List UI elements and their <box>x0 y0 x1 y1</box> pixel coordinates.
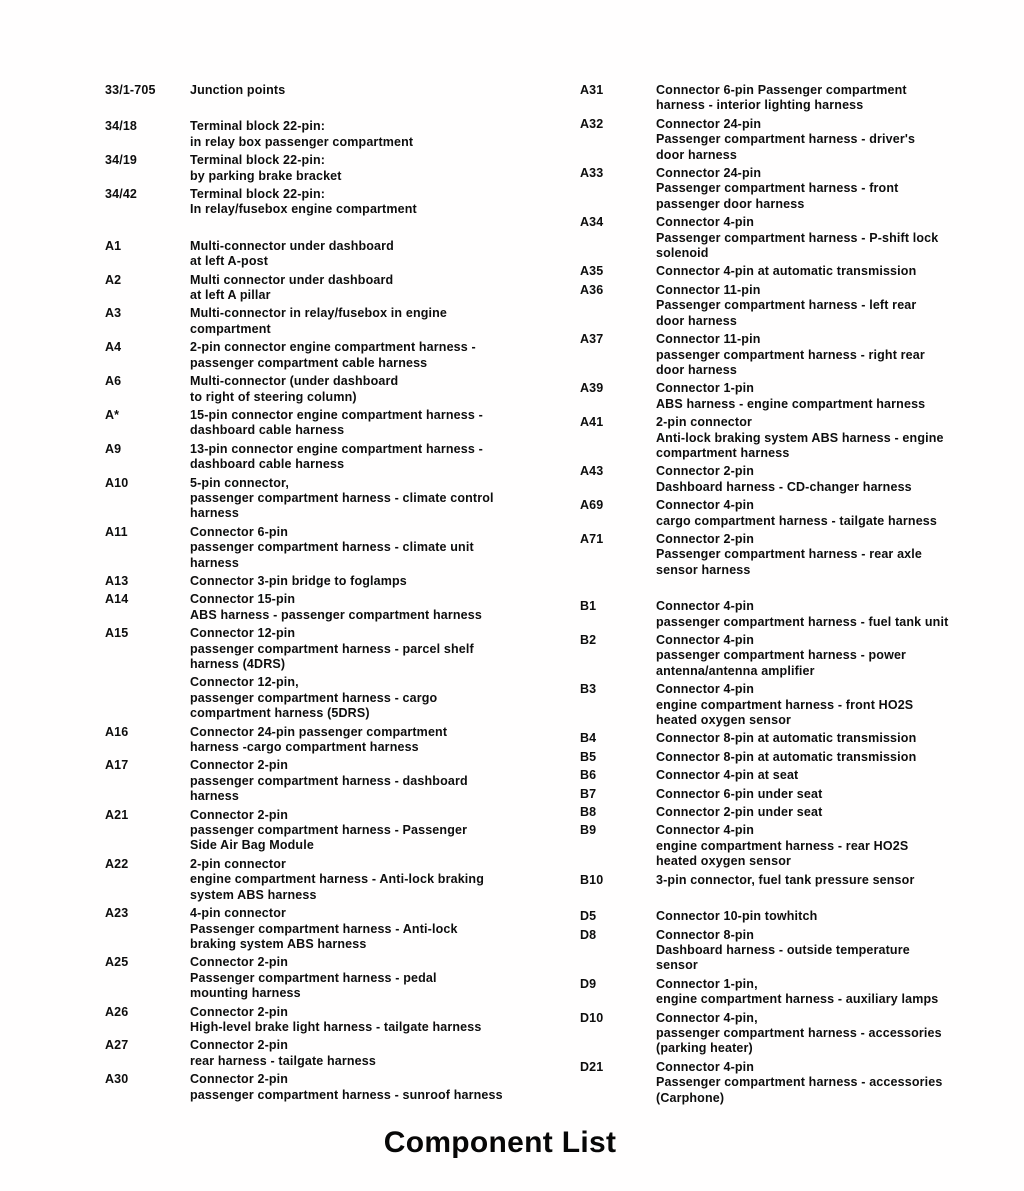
component-code: A13 <box>105 573 129 588</box>
description-line: harness <box>190 506 239 521</box>
component-code: D10 <box>580 1010 604 1025</box>
description-line: Connector 4-pin <box>656 599 755 614</box>
description-line: Multi-connector in relay/fusebox in engine <box>190 306 448 321</box>
component-entry <box>105 239 565 270</box>
component-code: B1 <box>580 599 597 614</box>
component-entry <box>580 928 1008 974</box>
component-code: A25 <box>105 955 129 970</box>
component-entry <box>580 909 1008 924</box>
component-entry <box>580 1060 1008 1106</box>
component-entry <box>105 340 565 371</box>
component-code: D9 <box>580 976 597 991</box>
component-code: A41 <box>580 415 604 430</box>
description-line: harness <box>190 555 239 570</box>
description-line: Connector 11-pin <box>656 282 761 297</box>
description-line: compartment harness (5DRS) <box>190 706 370 721</box>
description-line: Junction points <box>190 83 286 97</box>
description-line: passenger compartment harness - right rear <box>656 347 925 362</box>
component-entry <box>580 873 1008 888</box>
description-line: Connector 2-pin <box>190 1004 289 1019</box>
description-line: at left A-post <box>190 254 269 269</box>
description-line: Passenger compartment harness - Anti-lock <box>190 921 458 936</box>
component-code: B4 <box>580 731 597 746</box>
component-entry <box>580 823 1008 869</box>
description-line: 13-pin connector engine compartment harness - <box>190 441 483 456</box>
component-entry <box>580 415 1008 461</box>
component-description <box>190 1005 565 1036</box>
component-description <box>656 415 1008 461</box>
description-line: Passenger compartment harness - driver's <box>656 132 916 147</box>
component-description <box>656 750 1008 765</box>
description-line: 3-pin connector, fuel tank pressure sensor <box>656 872 915 887</box>
component-entry <box>105 675 565 721</box>
component-entry <box>580 805 1008 820</box>
component-code: A31 <box>580 83 604 97</box>
description-line: Connector 6-pin <box>190 524 289 539</box>
component-description <box>190 273 565 304</box>
component-code: A39 <box>580 381 604 396</box>
description-line: compartment <box>190 321 271 336</box>
component-entry <box>105 758 565 804</box>
description-line: Connector 1-pin, <box>656 976 758 991</box>
description-line: passenger compartment cable harness <box>190 355 428 370</box>
description-line: ABS harness - engine compartment harness <box>656 396 926 411</box>
component-description <box>656 823 1008 869</box>
component-code: A69 <box>580 498 604 513</box>
description-line: Connector 8-pin <box>656 927 755 942</box>
description-line: Multi connector under dashboard <box>190 272 394 287</box>
component-description <box>190 955 565 1001</box>
description-line: ABS harness - passenger compartment harness <box>190 607 482 622</box>
component-description <box>190 857 565 903</box>
description-line: Connector 3-pin bridge to foglamps <box>190 573 407 588</box>
component-entry <box>105 955 565 1001</box>
description-line: braking system ABS harness <box>190 936 367 951</box>
description-line: engine compartment harness - auxiliary lamps <box>656 992 939 1007</box>
component-entry <box>580 731 1008 746</box>
description-line: solenoid <box>656 246 709 261</box>
component-entry <box>580 83 1008 114</box>
description-line: Connector 2-pin under seat <box>656 805 823 820</box>
description-line: Dashboard harness - CD-changer harness <box>656 479 912 494</box>
description-line: Connector 10-pin towhitch <box>656 909 818 924</box>
component-description <box>190 476 565 522</box>
component-description <box>656 332 1008 378</box>
description-line: Connector 8-pin at automatic transmission <box>656 749 917 764</box>
page-title: Component List <box>383 1126 617 1159</box>
description-line: harness <box>190 789 239 804</box>
component-code: A26 <box>105 1004 129 1019</box>
component-description <box>656 928 1008 974</box>
description-line: Connector 4-pin, <box>656 1010 758 1025</box>
component-description <box>656 682 1008 728</box>
component-description <box>656 873 1008 888</box>
description-line: dashboard cable harness <box>190 423 345 438</box>
component-code: A36 <box>580 282 604 297</box>
description-line: Connector 1-pin <box>656 381 755 396</box>
description-line: High-level brake light harness - tailgate harness <box>190 1019 482 1034</box>
component-description <box>656 599 1008 630</box>
description-line: cargo compartment harness - tailgate harness <box>656 513 937 528</box>
component-code: 34/18 <box>105 119 138 134</box>
component-description <box>656 215 1008 261</box>
description-line: passenger compartment harness - fuel tank unit <box>656 614 949 629</box>
component-entry <box>105 725 565 756</box>
component-code: A17 <box>105 758 129 773</box>
component-description <box>656 768 1008 783</box>
component-column-right <box>580 83 1008 1109</box>
description-line: Connector 12-pin <box>190 626 296 641</box>
description-line: compartment harness <box>656 445 790 460</box>
component-description <box>190 340 565 371</box>
component-code: A1 <box>105 238 122 253</box>
component-description <box>656 83 1008 114</box>
description-line: passenger compartment harness - accessories <box>656 1025 942 1040</box>
description-line: Dashboard harness - outside temperature <box>656 942 910 957</box>
component-description <box>656 633 1008 679</box>
description-line: rear harness - tailgate harness <box>190 1053 376 1068</box>
description-line: in relay box passenger compartment <box>190 134 414 149</box>
component-code: A* <box>105 407 120 422</box>
description-line: Connector 12-pin, <box>190 675 299 690</box>
description-line: harness -cargo compartment harness <box>190 740 419 755</box>
component-entry <box>105 306 565 337</box>
component-entry <box>105 1038 565 1069</box>
description-line: Anti-lock braking system ABS harness - engine <box>656 430 944 445</box>
component-entry <box>105 153 565 184</box>
description-line: Connector 4-pin <box>656 682 755 697</box>
description-line: Terminal block 22-pin: <box>190 119 326 134</box>
description-line: Passenger compartment harness - rear axle <box>656 547 922 562</box>
component-description <box>190 153 565 184</box>
description-line: Connector 24-pin passenger compartment <box>190 724 448 739</box>
description-line: Connector 4-pin <box>656 633 755 647</box>
component-description <box>190 592 565 623</box>
component-description <box>190 525 565 571</box>
component-entry <box>580 633 1008 679</box>
component-description <box>190 725 565 756</box>
description-line: engine compartment harness - front HO2S <box>656 697 914 712</box>
component-code: A23 <box>105 906 129 921</box>
component-entry <box>105 476 565 522</box>
component-description <box>190 83 565 98</box>
description-line: Connector 4-pin at seat <box>656 768 799 783</box>
description-line: Connector 8-pin at automatic transmission <box>656 731 917 746</box>
description-line: Connector 2-pin <box>190 1038 289 1053</box>
description-line: Passenger compartment harness - P-shift lock <box>656 230 939 245</box>
component-entry <box>105 442 565 473</box>
description-line: Passenger compartment harness - front <box>656 181 899 196</box>
component-entry <box>580 381 1008 412</box>
component-entry <box>580 215 1008 261</box>
description-line: Side Air Bag Module <box>190 838 314 853</box>
description-line: Connector 2-pin <box>656 531 755 546</box>
description-line: sensor <box>656 958 698 973</box>
component-code: A32 <box>580 116 604 131</box>
description-line: passenger compartment harness - Passenger <box>190 823 468 838</box>
component-entry <box>105 374 565 405</box>
component-code: B9 <box>580 823 597 838</box>
component-description <box>656 805 1008 820</box>
component-code: A4 <box>105 340 122 355</box>
description-line: Connector 6-pin Passenger compartment <box>656 83 907 97</box>
component-entry <box>580 264 1008 279</box>
description-line: In relay/fusebox engine compartment <box>190 202 417 217</box>
component-code: A21 <box>105 807 129 822</box>
description-line: Connector 4-pin <box>656 1059 755 1074</box>
description-line: passenger compartment harness - climate control <box>190 490 494 505</box>
description-line: Connector 24-pin <box>656 166 762 181</box>
component-code: B7 <box>580 786 597 801</box>
component-description <box>656 498 1008 529</box>
component-description <box>656 1060 1008 1106</box>
component-entry <box>580 464 1008 495</box>
component-entry <box>105 626 565 672</box>
component-entry <box>580 750 1008 765</box>
description-line: 2-pin connector engine compartment harness - <box>190 340 476 355</box>
description-line: harness - interior lighting harness <box>656 98 864 113</box>
component-entry <box>105 408 565 439</box>
description-line: 2-pin connector <box>190 856 287 871</box>
component-entry <box>105 574 565 589</box>
description-line: system ABS harness <box>190 887 317 902</box>
component-code: 34/42 <box>105 187 138 202</box>
component-code: B5 <box>580 749 597 764</box>
component-description <box>190 374 565 405</box>
component-entry <box>580 532 1008 578</box>
component-entry <box>580 332 1008 378</box>
component-entry <box>105 273 565 304</box>
component-entry <box>105 808 565 854</box>
component-description <box>656 1011 1008 1057</box>
description-line: Passenger compartment harness - left rear <box>656 298 917 313</box>
description-line: engine compartment harness - rear HO2S <box>656 838 909 853</box>
description-line: mounting harness <box>190 986 301 1001</box>
component-code: A71 <box>580 531 604 546</box>
component-description <box>656 283 1008 329</box>
description-line: Multi-connector (under dashboard <box>190 374 399 389</box>
component-code: A30 <box>105 1072 129 1087</box>
description-line: door harness <box>656 147 737 162</box>
component-code: B3 <box>580 682 597 697</box>
component-code: A14 <box>105 592 129 607</box>
component-code: B10 <box>580 872 604 887</box>
component-entry <box>580 977 1008 1008</box>
description-line: passenger compartment harness - power <box>656 648 907 663</box>
description-line: passenger compartment harness - dashboard <box>190 773 468 788</box>
component-code: A22 <box>105 856 129 871</box>
component-entry <box>580 283 1008 329</box>
description-line: passenger door harness <box>656 196 805 211</box>
component-description <box>656 381 1008 412</box>
description-line: Connector 4-pin <box>656 498 755 513</box>
description-line: Connector 2-pin <box>190 955 289 970</box>
component-entry <box>580 682 1008 728</box>
component-description <box>190 239 565 270</box>
description-line: Connector 15-pin <box>190 592 296 607</box>
component-code: A33 <box>580 166 604 181</box>
component-code: A10 <box>105 475 129 490</box>
component-code: A2 <box>105 272 122 287</box>
component-description <box>656 464 1008 495</box>
description-line: engine compartment harness - Anti-lock braking <box>190 872 484 887</box>
description-line: passenger compartment harness - cargo <box>190 690 438 705</box>
description-line: Connector 2-pin <box>190 807 289 822</box>
component-entry <box>105 119 565 150</box>
component-description <box>190 906 565 952</box>
component-entry <box>105 857 565 903</box>
component-entry <box>105 592 565 623</box>
component-entry <box>580 498 1008 529</box>
description-line: Passenger compartment harness - accessories <box>656 1075 943 1090</box>
description-line: Terminal block 22-pin: <box>190 187 326 202</box>
description-line: Connector 11-pin <box>656 332 761 347</box>
description-line: Terminal block 22-pin: <box>190 153 326 168</box>
component-description <box>190 808 565 854</box>
description-line: Multi-connector under dashboard <box>190 238 394 253</box>
component-code: A43 <box>580 464 604 479</box>
component-entry <box>105 1005 565 1036</box>
component-description <box>656 532 1008 578</box>
description-line: Connector 2-pin <box>190 1072 289 1087</box>
description-line: (parking heater) <box>656 1041 753 1056</box>
component-code: D8 <box>580 927 597 942</box>
description-line: passenger compartment harness - climate unit <box>190 540 474 555</box>
component-code: B6 <box>580 768 597 783</box>
description-line: Connector 4-pin <box>656 215 755 230</box>
component-description <box>190 408 565 439</box>
description-line: heated oxygen sensor <box>656 713 791 728</box>
component-description <box>656 731 1008 746</box>
component-description <box>656 166 1008 212</box>
component-code: 34/19 <box>105 153 138 168</box>
description-line: door harness <box>656 362 737 377</box>
description-line: 5-pin connector, <box>190 475 289 490</box>
component-entry <box>580 117 1008 163</box>
component-description <box>190 119 565 150</box>
description-line: antenna/antenna amplifier <box>656 663 815 678</box>
component-description <box>656 264 1008 279</box>
description-line: 2-pin connector <box>656 415 753 430</box>
component-code: B2 <box>580 633 597 647</box>
component-code: D21 <box>580 1059 604 1074</box>
description-line: Connector 4-pin at automatic transmission <box>656 264 917 279</box>
description-line: 15-pin connector engine compartment harness - <box>190 407 483 422</box>
description-line: harness (4DRS) <box>190 657 286 671</box>
description-line: sensor harness <box>656 562 751 577</box>
component-code: A11 <box>105 524 128 539</box>
description-line: passenger compartment harness - parcel shelf <box>190 641 474 656</box>
component-code: A15 <box>105 626 129 641</box>
component-column-left <box>105 83 565 1106</box>
component-description <box>190 574 565 589</box>
component-entry <box>580 1011 1008 1057</box>
component-code: A27 <box>105 1038 129 1053</box>
component-entry <box>580 599 1008 630</box>
component-code: 33/1-705 <box>105 83 156 97</box>
component-description <box>656 117 1008 163</box>
component-description <box>190 442 565 473</box>
component-entry <box>105 525 565 571</box>
component-entry <box>105 187 565 218</box>
description-line: at left A pillar <box>190 288 271 303</box>
description-line: 4-pin connector <box>190 906 287 921</box>
component-code: D5 <box>580 909 597 924</box>
description-line: to right of steering column) <box>190 389 357 404</box>
component-description <box>656 787 1008 802</box>
component-code: A34 <box>580 215 604 230</box>
description-line: Connector 4-pin <box>656 823 755 838</box>
description-line: passenger compartment harness - sunroof harness <box>190 1087 503 1102</box>
description-line: Connector 24-pin <box>656 116 762 131</box>
component-code: A37 <box>580 332 604 347</box>
component-entry <box>105 1072 565 1103</box>
component-code: A16 <box>105 724 129 739</box>
description-line: Connector 2-pin <box>656 464 755 479</box>
component-description <box>190 675 565 721</box>
component-code: A3 <box>105 306 122 321</box>
component-description <box>190 626 565 672</box>
description-line: heated oxygen sensor <box>656 854 791 869</box>
description-line: Connector 2-pin <box>190 758 289 773</box>
description-line: by parking brake bracket <box>190 168 342 183</box>
component-description <box>190 758 565 804</box>
component-description <box>190 187 565 218</box>
description-line: Connector 6-pin under seat <box>656 786 823 801</box>
description-line: dashboard cable harness <box>190 457 345 472</box>
description-line: Passenger compartment harness - pedal <box>190 970 437 985</box>
component-entry <box>105 83 565 98</box>
component-code: A6 <box>105 374 122 389</box>
component-code: A35 <box>580 264 604 279</box>
component-code: B8 <box>580 805 597 820</box>
component-description <box>190 306 565 337</box>
component-entry <box>105 906 565 952</box>
component-entry <box>580 787 1008 802</box>
component-description <box>656 909 1008 924</box>
description-line: (Carphone) <box>656 1090 725 1105</box>
component-code: A9 <box>105 441 122 456</box>
component-description <box>656 977 1008 1008</box>
component-description <box>190 1072 565 1103</box>
description-line: door harness <box>656 313 737 328</box>
component-entry <box>580 166 1008 212</box>
component-description <box>190 1038 565 1069</box>
component-entry <box>580 768 1008 783</box>
